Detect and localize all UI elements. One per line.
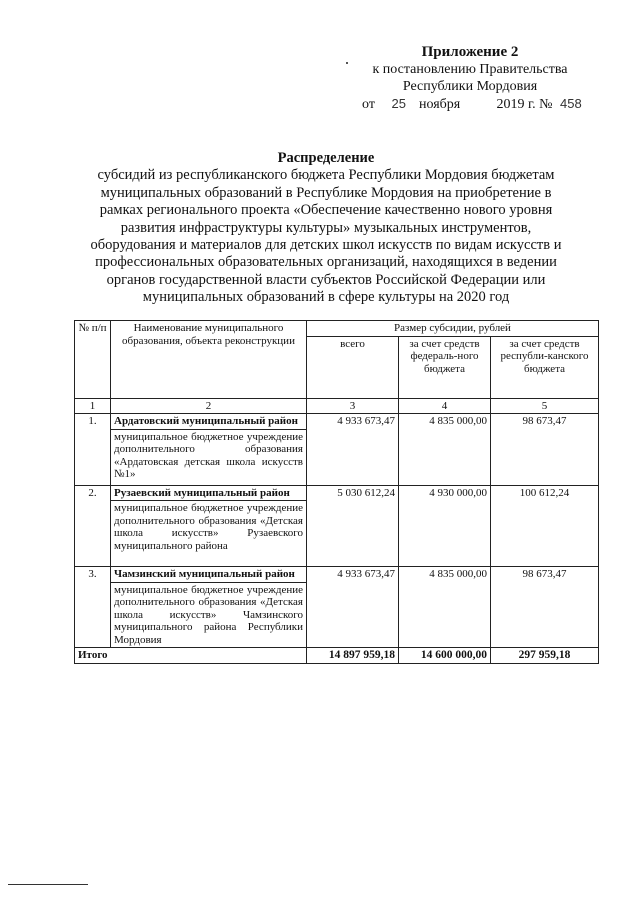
appendix-block bbox=[340, 44, 600, 113]
column-numbers-row bbox=[75, 398, 599, 414]
header-size: Размер субсидии, рублей bbox=[307, 321, 599, 337]
row-institution: муниципальное бюджетное учреждение дополнительного образования «Детская школа искусств» Чамзинского муниципального района Республики Мордовия bbox=[111, 582, 307, 648]
row-federal: 4 835 000,00 bbox=[399, 567, 491, 648]
subsidy-table bbox=[74, 320, 599, 664]
appendix-line-2: Республики Мордовия bbox=[402, 79, 538, 94]
row-num: 2. bbox=[75, 485, 111, 567]
heading-line-4: развития инфраструктуры культуры» музыкальных инструментов, bbox=[120, 219, 532, 236]
heading-line-7: органов государственной власти субъектов Российской Федерации или bbox=[106, 271, 546, 288]
appendix-month: ноября bbox=[419, 97, 461, 112]
colnum-1: 1 bbox=[75, 398, 111, 414]
appendix-year: 2019 г. № bbox=[496, 97, 553, 112]
totals-total: 14 897 959,18 bbox=[307, 648, 399, 664]
row-num: 3. bbox=[75, 567, 111, 648]
header-name: Наименование муниципального образования, объекта реконструкции bbox=[111, 321, 307, 399]
colnum-3: 3 bbox=[307, 398, 399, 414]
totals-label: Итого bbox=[75, 648, 307, 664]
row-federal: 4 930 000,00 bbox=[399, 485, 491, 567]
appendix-day: 25 bbox=[391, 96, 406, 111]
totals-row bbox=[75, 648, 599, 664]
row-total: 4 933 673,47 bbox=[307, 414, 399, 486]
header-total: всего bbox=[307, 336, 399, 398]
heading-line-8: муниципальных образований в сфере культуры на 2020 год bbox=[142, 289, 510, 306]
heading-line-3: рамках регионального проекта «Обеспечение качественно нового уровня bbox=[99, 202, 553, 219]
row-total: 4 933 673,47 bbox=[307, 567, 399, 648]
header-republic: за счет средств республи-канского бюджета bbox=[491, 336, 599, 398]
row-district: Рузаевский муниципальный район bbox=[111, 485, 307, 501]
appendix-number: 458 bbox=[560, 96, 582, 111]
appendix-date-line bbox=[340, 95, 600, 113]
row-republic: 98 673,47 bbox=[491, 567, 599, 648]
row-republic: 98 673,47 bbox=[491, 414, 599, 486]
table-row bbox=[75, 567, 599, 583]
totals-federal: 14 600 000,00 bbox=[399, 648, 491, 664]
row-institution: муниципальное бюджетное учреждение дополнительного образования «Ардатовская детская школа искусств №1» bbox=[111, 429, 307, 485]
header-federal: за счет средств федераль-ного бюджета bbox=[399, 336, 491, 398]
appendix-line-1: к постановлению Правительства bbox=[372, 62, 568, 77]
colnum-4: 4 bbox=[399, 398, 491, 414]
document-title: Распределение bbox=[277, 150, 375, 166]
heading-line-1: субсидий из республиканского бюджета Республики Мордовия бюджетам bbox=[97, 167, 555, 184]
row-num: 1. bbox=[75, 414, 111, 486]
row-total: 5 030 612,24 bbox=[307, 485, 399, 567]
row-federal: 4 835 000,00 bbox=[399, 414, 491, 486]
table-row bbox=[75, 485, 599, 501]
heading-line-6: профессиональных образовательных организаций, находящихся в ведении bbox=[95, 254, 557, 271]
row-institution: муниципальное бюджетное учреждение дополнительного образования «Детская школа искусств» Рузаевского муниципального района bbox=[111, 501, 307, 567]
heading-line-5: оборудования и материалов для детских школ искусств по видам искусств и bbox=[90, 237, 562, 254]
table-row bbox=[75, 414, 599, 430]
header-row-1 bbox=[75, 321, 599, 337]
appendix-from: от bbox=[362, 97, 375, 112]
footer-rule bbox=[8, 884, 88, 885]
document-heading bbox=[66, 150, 586, 307]
row-republic: 100 612,24 bbox=[491, 485, 599, 567]
header-num: № п/п bbox=[75, 321, 111, 399]
appendix-title: Приложение 2 bbox=[421, 44, 519, 60]
heading-line-2: муниципальных образований в Республике Мордовия на приобретение в bbox=[100, 184, 552, 201]
row-district: Ардатовский муниципальный район bbox=[111, 414, 307, 430]
colnum-2: 2 bbox=[111, 398, 307, 414]
colnum-5: 5 bbox=[491, 398, 599, 414]
totals-republic: 297 959,18 bbox=[491, 648, 599, 664]
row-district: Чамзинский муниципальный район bbox=[111, 567, 307, 583]
